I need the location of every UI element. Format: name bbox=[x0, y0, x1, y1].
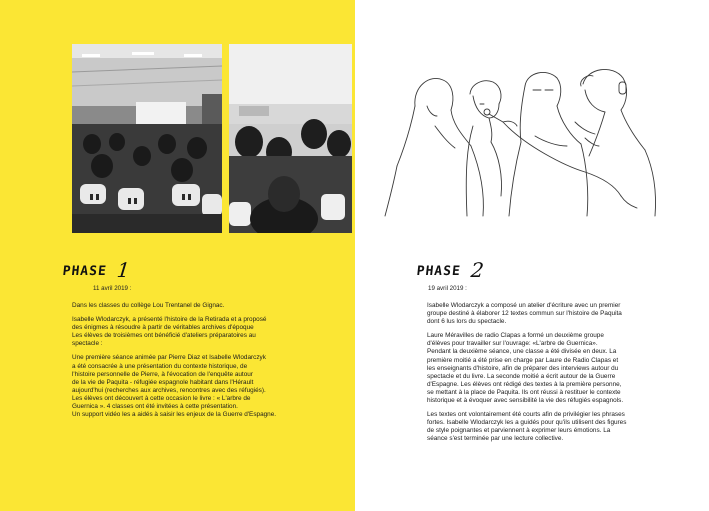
phase-2-text bbox=[427, 302, 703, 450]
phase-1-paragraph: Dans les classes du collège Lou Trentanel de Gignac. bbox=[72, 302, 225, 309]
right-page bbox=[355, 0, 709, 511]
phase-1-text bbox=[72, 302, 354, 425]
phase-1-date: 11 avril 2019 : bbox=[93, 285, 132, 292]
phase-1-paragraph: Une première séance animée par Pierre Diaz et Isabelle Wlodarczyk a été consacrée à une présentation du contexte historique, de l'histoire personnelle de Pierre, à l'évocation de l'enquête autour de la vie de Paquita - réfugiée espagnole habitant dans l'Hérault aujourd'hui (recherches aux archives, rencontres avec des réfugiés). Les élèves ont découvert à cette occasion le livre : « L'arbre de Guernica ». 4 classes ont été invitées à cette présentation. Un support vidéo les a aidés à saisir les enjeux de la Guerre d'Espagne. bbox=[72, 354, 277, 419]
phase-2-title bbox=[416, 256, 486, 280]
phase-2-paragraph: Isabelle Wlodarczyk a composé un atelier d'écriture avec un premier groupe destiné à élaborer 12 textes commun sur l'histoire de Paquita dont 6 lus lors du spectacle. bbox=[427, 302, 622, 326]
phase-2-paragraph: Laure Méravilles de radio Clapas a formé un deuxième groupe d'élèves pour travailler sur l'ouvrage: «L'arbre de Guernica». Pendant la deuxième séance, une classe a été divisée en deux. La première moitié a été prise en charge par Laure de Radio Clapas et les enseignants d'histoire, afin de préparer des interviews autour du spectacle et du livre. La seconde moitié a écrit autour de la Guerre d'Espagne. Les élèves ont rédigé des textes à la première personne, se mettant à la place de Paquita. Ils ont réussi à restituer le contexte historique et à évoquer avec sensibilité la vie des réfugiés espagnols. bbox=[427, 332, 624, 405]
phase-2-paragraph: Les textes ont volontairement été courts afin de privilégier les phrases fortes. Isabelle Wlodarczyk les a guidés pour qu'ils utilisent des figures de style poignantes et parviennent à exprimer leurs émotions. La séance s'est terminée par une lecture collective. bbox=[427, 411, 627, 443]
students-photo bbox=[229, 44, 352, 233]
phase-1-paragraph: Isabelle Wlodarczyk, a présenté l'histoire de la Retirada et a proposé des énigmes à résoudre à partir de véritables archives d'époque Les élèves de troisièmes ont bénéficié d'ateliers préparatoires au spectacle : bbox=[72, 316, 267, 348]
students-interview-illustration bbox=[375, 46, 675, 226]
classroom-photo bbox=[72, 44, 222, 233]
phase-2-date: 19 avril 2019 : bbox=[428, 285, 467, 292]
phase-1-title-word: PHASE bbox=[61, 264, 108, 279]
phase-1-title-number: 1 bbox=[115, 258, 132, 282]
phase-2-title-number: 2 bbox=[469, 258, 486, 282]
phase-2-title-word: PHASE bbox=[415, 264, 462, 279]
phase-1-title bbox=[62, 256, 132, 280]
